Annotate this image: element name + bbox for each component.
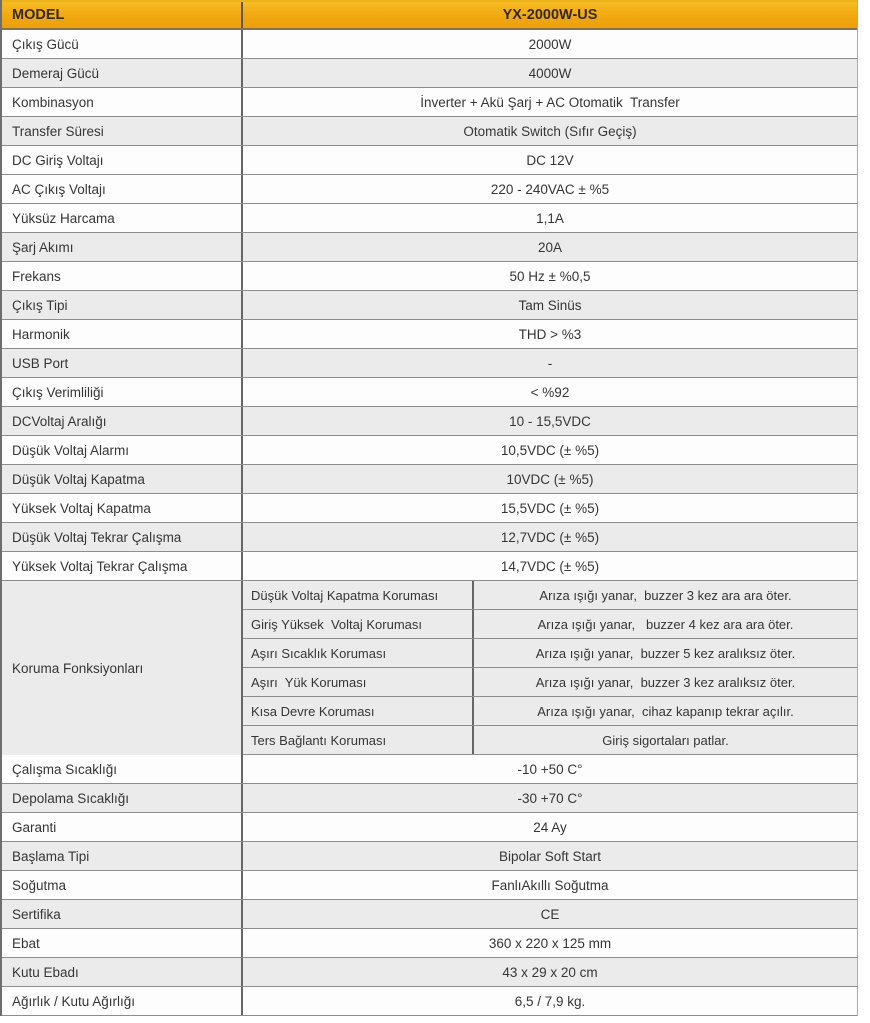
spec-value: 20A: [537, 239, 563, 255]
spec-value: 24 Ay: [533, 819, 567, 835]
table-row: [2, 842, 857, 871]
spec-label: AC Çıkış Voltajı: [2, 175, 243, 203]
spec-label: Düşük Voltaj Alarmı: [2, 436, 243, 464]
protection-row: [243, 581, 857, 610]
spec-label: DC Giriş Voltajı: [2, 146, 243, 174]
spec-label: Yüksüz Harcama: [2, 204, 243, 232]
table-row: [2, 407, 857, 436]
protection-section: [2, 581, 857, 755]
spec-label: Garanti: [2, 813, 243, 841]
spec-label: Düşük Voltaj Tekrar Çalışma: [2, 523, 243, 551]
spec-value: -30 +70 C°: [517, 790, 583, 806]
spec-value: < %92: [530, 384, 570, 400]
table-row: [2, 900, 857, 929]
table-row: [2, 494, 857, 523]
table-row: [2, 146, 857, 175]
table-row: [2, 929, 857, 958]
protection-row: [243, 668, 857, 697]
spec-value: Bipolar Soft Start: [498, 848, 602, 864]
table-row: [2, 291, 857, 320]
spec-label: Şarj Akımı: [2, 233, 243, 261]
spec-value: 12,7VDC (± %5): [500, 529, 600, 545]
protection-behavior: Arıza ışığı yanar, buzzer 4 kez ara ara öter.: [537, 616, 794, 632]
table-row: [2, 987, 857, 1016]
table-row: [2, 436, 857, 465]
protection-behavior: Arıza ışığı yanar, buzzer 3 kez ara ara öter.: [539, 587, 792, 603]
spec-value: İnverter + Akü Şarj + AC Otomatik Transfer: [420, 94, 680, 110]
protection-behavior: Giriş sigortaları patlar.: [602, 732, 729, 748]
table-row: [2, 88, 857, 117]
spec-label: Çıkış Tipi: [2, 291, 243, 319]
protection-row: [243, 697, 857, 726]
spec-label: Düşük Voltaj Kapatma: [2, 465, 243, 493]
protection-behavior: Arıza ışığı yanar, cihaz kapanıp tekrar açılır.: [537, 703, 794, 719]
model-header-value: YX-2000W-US: [502, 7, 598, 23]
spec-value: 6,5 / 7,9 kg.: [514, 993, 586, 1009]
protection-name: Giriş Yüksek Voltaj Koruması: [243, 610, 474, 638]
spec-label: Kombinasyon: [2, 88, 243, 116]
table-header-row: [2, 0, 857, 30]
protection-name: Aşırı Yük Koruması: [243, 668, 474, 696]
table-row: [2, 30, 857, 59]
spec-value: CE: [540, 906, 560, 922]
table-row: [2, 552, 857, 581]
spec-label: Yüksek Voltaj Kapatma: [2, 494, 243, 522]
protection-behavior: Arıza ışığı yanar, buzzer 3 kez aralıksız öter.: [535, 674, 796, 690]
spec-value: 220 - 240VAC ± %5: [490, 181, 610, 197]
spec-label: Transfer Süresi: [2, 117, 243, 145]
spec-value: 10VDC (± %5): [506, 471, 594, 487]
spec-label: Ebat: [2, 929, 243, 957]
spec-value: 10,5VDC (± %5): [500, 442, 600, 458]
spec-rows-bottom: [2, 755, 857, 1016]
protection-name: Aşırı Sıcaklık Koruması: [243, 639, 474, 667]
table-row: [2, 958, 857, 987]
protection-rows: [243, 581, 857, 755]
table-row: [2, 465, 857, 494]
table-row: [2, 349, 857, 378]
spec-label: Çalışma Sıcaklığı: [2, 755, 243, 783]
table-row: [2, 59, 857, 88]
table-row: [2, 262, 857, 291]
spec-value: 50 Hz ± %0,5: [509, 268, 591, 284]
spec-value: THD > %3: [518, 326, 582, 342]
spec-value: 14,7VDC (± %5): [500, 558, 600, 574]
protection-behavior: Arıza ışığı yanar, buzzer 5 kez aralıksız öter.: [535, 645, 796, 661]
spec-label: Sertifika: [2, 900, 243, 928]
spec-label: Demeraj Gücü: [2, 59, 243, 87]
protection-row: [243, 610, 857, 639]
table-row: [2, 784, 857, 813]
spec-label: Başlama Tipi: [2, 842, 243, 870]
spec-label: Kutu Ebadı: [2, 958, 243, 986]
spec-rows-top: [2, 30, 857, 581]
protection-name: Kısa Devre Koruması: [243, 697, 474, 725]
spec-value: 2000W: [528, 36, 572, 52]
protection-row: [243, 726, 857, 755]
spec-label: USB Port: [2, 349, 243, 377]
spec-label: Yüksek Voltaj Tekrar Çalışma: [2, 552, 243, 580]
spec-value: 43 x 29 x 20 cm: [502, 964, 598, 980]
protection-row: [243, 639, 857, 668]
table-row: [2, 204, 857, 233]
table-row: [2, 175, 857, 204]
spec-value: 15,5VDC (± %5): [500, 500, 600, 516]
table-row: [2, 378, 857, 407]
spec-label: Soğutma: [2, 871, 243, 899]
table-row: [2, 320, 857, 349]
table-row: [2, 233, 857, 262]
spec-value: FanlıAkıllı Soğutma: [491, 877, 609, 893]
table-row: [2, 871, 857, 900]
protection-name: Ters Bağlantı Koruması: [243, 726, 474, 754]
spec-value: -10 +50 C°: [517, 761, 583, 777]
spec-value: 4000W: [528, 65, 572, 81]
spec-value: 1,1A: [536, 210, 564, 226]
table-row: [2, 117, 857, 146]
spec-value: -: [547, 355, 553, 371]
spec-value: Otomatik Switch (Sıfır Geçiş): [463, 123, 637, 139]
spec-label: DCVoltaj Aralığı: [2, 407, 243, 435]
table-row: [2, 755, 857, 784]
spec-value: DC 12V: [526, 152, 574, 168]
spec-label: Çıkış Verimliliği: [2, 378, 243, 406]
spec-label: Harmonik: [2, 320, 243, 348]
spec-label: Frekans: [2, 262, 243, 290]
spec-value: 360 x 220 x 125 mm: [488, 935, 612, 951]
spec-label: Ağırlık / Kutu Ağırlığı: [2, 987, 243, 1015]
spec-label: Çıkış Gücü: [2, 30, 243, 58]
protection-section-label: Koruma Fonksiyonları: [2, 581, 243, 755]
spec-value: 10 - 15,5VDC: [509, 413, 591, 429]
table-row: [2, 523, 857, 552]
table-row: [2, 813, 857, 842]
spec-label: Depolama Sıcaklığı: [2, 784, 243, 812]
spec-value: Tam Sinüs: [518, 297, 582, 313]
model-header-label: MODEL: [2, 2, 243, 28]
protection-name: Düşük Voltaj Kapatma Koruması: [243, 581, 474, 609]
